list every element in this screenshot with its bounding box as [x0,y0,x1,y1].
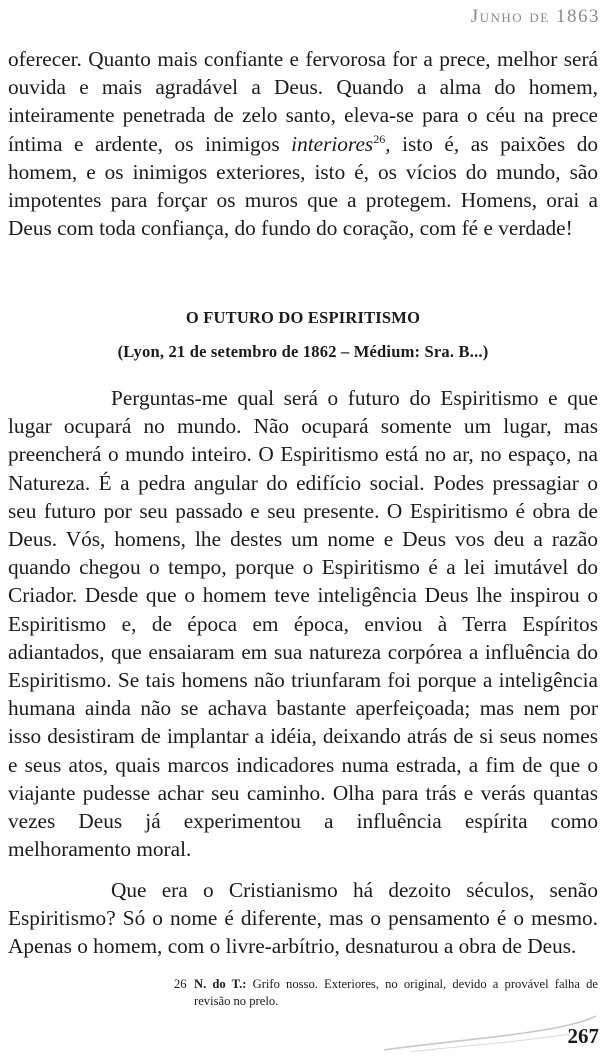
running-header: Junho de 1863 [470,6,600,27]
paragraph-text-before-italic: oferecer. Quanto mais confiante e fervorosa for a prece, melhor será ouvida e mais agradável a Deus. Quando a alma do homem, inteiramente penetrada de zelo santo, eleva-se para o céu na prece íntima e ardente, os inimigos [8,47,598,156]
paragraph-prayer [8,45,598,242]
paragraph-future-of-spiritism: Perguntas-me qual será o futuro do Espiritismo e que lugar ocupará no mundo. Não ocupará somente um lugar, mas preencherá o mundo inteiro. O Espiritismo está no ar, no espaço, na Natureza. É a pedra angular do edifício social. Podes pressagiar o seu futuro por seu passado e seu presente. O Espiritismo é obra de Deus. Vós, homens, lhe destes um nome e Deus vos deu a razão quando chegou o tempo, porque o Espiritismo é a lei imutável do Criador. Desde que o homem teve inteligência Deus lhe inspirou o Espiritismo e, de época em época, enviou à Terra Espíritos adiantados, que ensaiaram em sua natureza corpórea a influência do Espiritismo. Se tais homens não triunfaram foi porque a inteligência humana ainda não se achava bastante aperfeiçoada; mas nem por isso desistiram de implantar a idéia, deixando atrás de si seus nomes e seus atos, quais marcos indicadores numa estrada, a fim de que o viajante pudesse achar seu caminho. Olha para trás e verás quantas vezes Deus já experimentou a influência espírita como melhoramento moral. [8,386,598,862]
footnote-reference[interactable]: 26 [373,131,386,146]
paragraph-christianity: Que era o Cristianismo há dezoito séculos, senão Espiritismo? Só o nome é diferente, mas o pensamento é o mesmo. Apenas o homem, com o livre-arbítrio, desnaturou a obra de Deus. [8,878,598,959]
footnote-text: Grifo nosso. Exteriores, no original, devido a provável falha de revisão no prelo. [194,977,598,1008]
footnote [174,976,598,1010]
italic-emphasis: interiores [291,131,374,156]
section-subtitle: (Lyon, 21 de setembro de 1862 – Médium: Sra. B...) [117,342,489,361]
section-title: O FUTURO DO ESPIRITISMO [185,308,421,327]
paragraph-text-after-italic: , isto é, as paixões do homem, e os inimigos exteriores, isto é, os vícios do mundo, são impotentes para forçar os muros que a protegem. Homens, orai a Deus com toda confiança, do fundo do coração, com fé e verdade! [8,131,598,241]
footnote-number: 26 [174,977,187,991]
page-number: 267 [567,1024,599,1048]
footnote-label: N. do T.: [194,977,247,991]
